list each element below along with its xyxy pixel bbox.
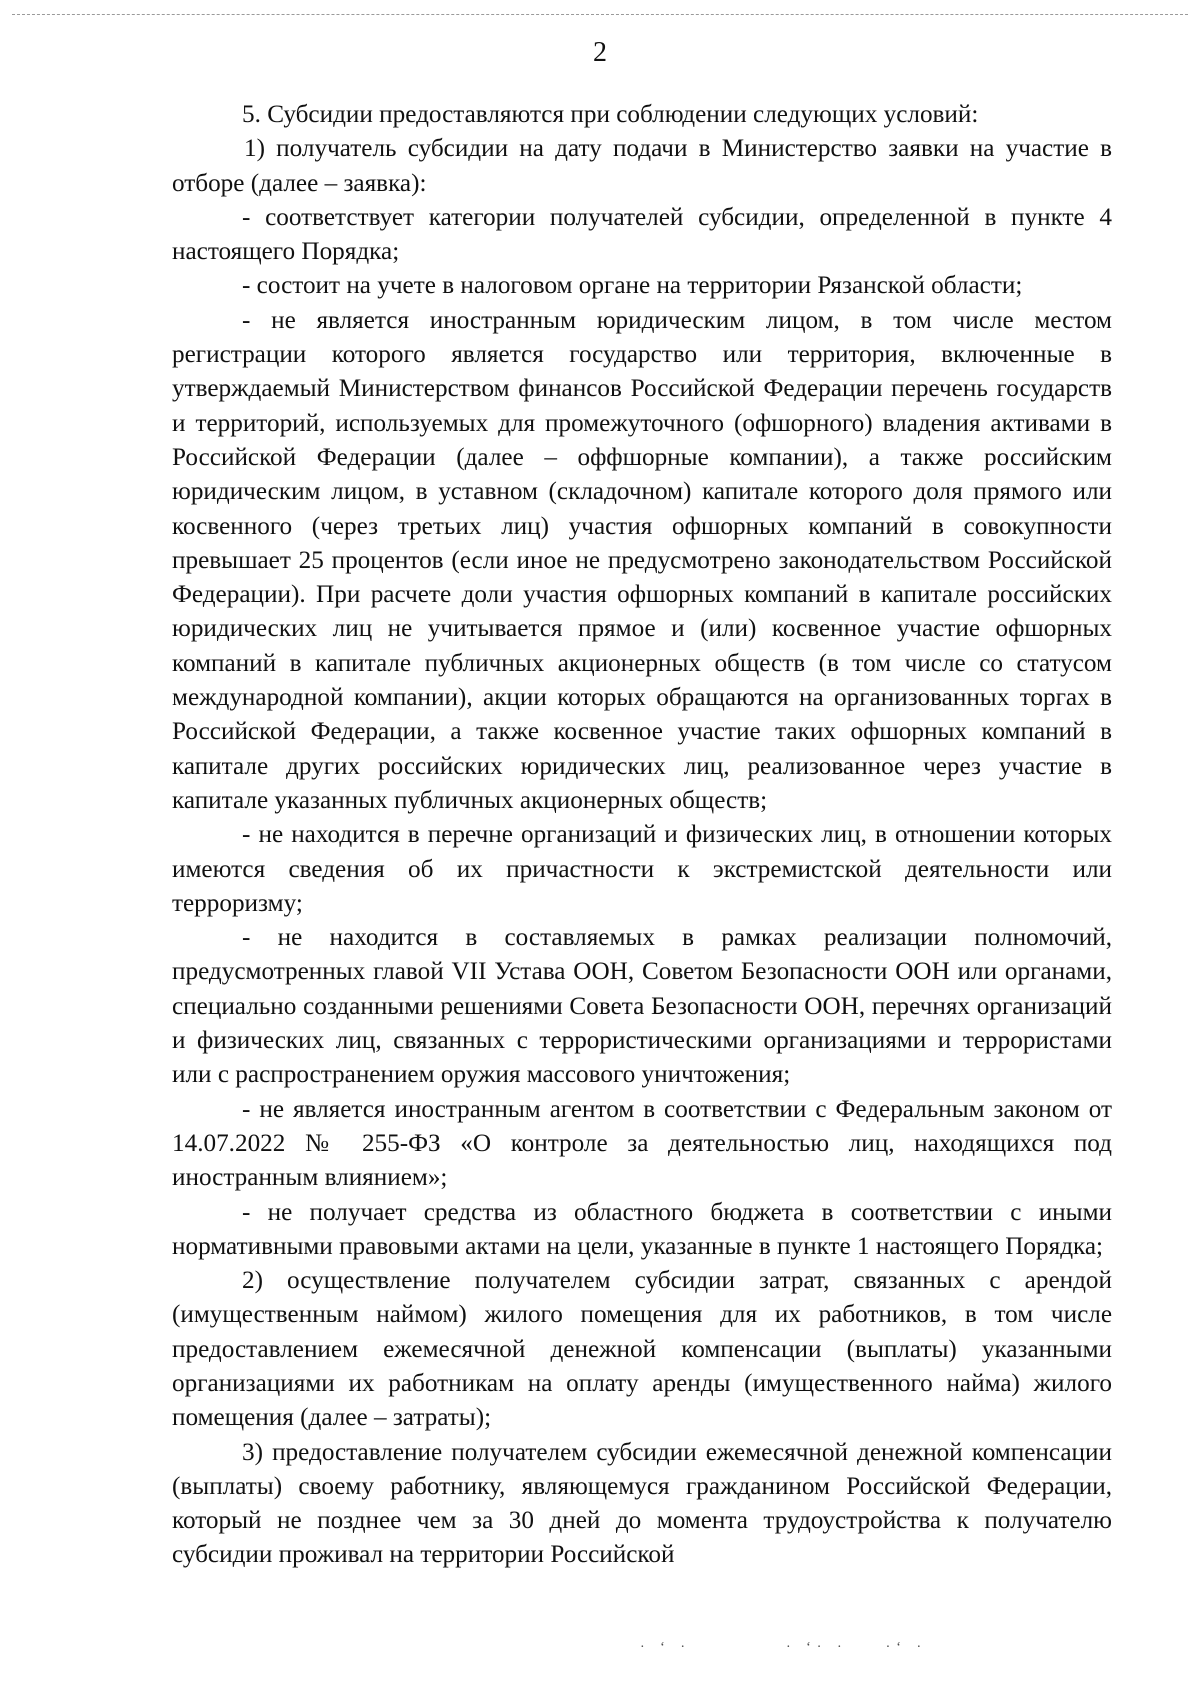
paragraph-no-other-budget-funds: - не получает средства из областного бюджета в соответствии с иными нормативными правовыми актами на цели, указанные в пункте 1 настоящего Порядка; (172, 1198, 1112, 1260)
paragraph-offshore-restriction: - не является иностранным юридическим лицом, в том числе местом регистрации которого является государство или территория, включенные в утверждаемый Министерством финансов Российской Федерации перечень государств и территорий, используемых для промежуточного (офшорного) владения активами в Российской Федерации (далее – оффшорные компании), а также российским юридическим лицом, в уставном (складочном) капитале которого доля прямого или косвенного (через третьих лиц) участия офшорных компаний в совокупности превышает 25 процентов (если иное не предусмотрено законодательством Российской Федерации). При расчете доли участия офшорных компаний в капитале российских юридических лиц не учитывается прямое и (или) косвенное участие офшорных компаний в капитале публичных акционерных обществ (в том числе со статусом международной компании), акции которых обращаются на организованных торгах в Российской Федерации, а также косвенное участие таких офшорных компаний в капитале других российских юридических лиц, реализованное через участие в капитале указанных публичных акционерных обществ; (172, 306, 1112, 814)
paragraph-un-sanctions-list: - не находится в составляемых в рамках реализации полномочий, предусмотренных главой VII Устава ООН, Советом Безопасности ООН или органами, специально созданными решениями Совета Безопасности ООН, перечнях организаций и физических лиц, связанных с террористическими организациями и террористами или с распространением оружия массового уничтожения; (172, 924, 1112, 1089)
paragraph-extremism-list: - не находится в перечне организаций и физических лиц, в отношении которых имеются сведения об их причастности к экстремистской деятельности или терроризму; (172, 821, 1112, 917)
paragraph-tax-registration: - состоит на учете в налоговом органе на территории Рязанской области; (242, 272, 1023, 300)
paragraph-section-5: 5. Субсидии предоставляются при соблюдении следующих условий: (242, 101, 979, 128)
paragraph-foreign-agent: - не является иностранным агентом в соответствии с Федеральным законом от 14.07.2022 № 255-ФЗ «О контроле за деятельностью лиц, находящихся под иностранным влиянием»; (172, 1095, 1112, 1192)
paragraph-condition-1: 1) получатель субсидии на дату подачи в Министерство заявки на участие в отборе (далее – заявка): (172, 135, 1112, 197)
paragraph-condition-2: 2) осуществление получателем субсидии затрат, связанных с арендой (имущественным наймом) жилого помещения для их работников, в том числе предоставлением ежемесячной денежной компенсации (выплаты) указанными организациями их работникам на оплату аренды (имущественного найма) жилого помещения (далее – затраты); (172, 1267, 1112, 1432)
paragraph-condition-3: 3) предоставление получателем субсидии ежемесячной денежной компенсации (выплаты) своему работнику, являющемуся гражданином Российской Федерации, который не позднее чем за 30 дней до момента трудоустройства к получателю субсидии проживал на территории Российской (172, 1438, 1112, 1569)
document-body (172, 98, 1112, 1573)
page-top-edge-rule (12, 14, 1188, 15)
page-number: 2 (593, 37, 607, 68)
paragraph-category-requirement: - соответствует категории получателей субсидии, определенной в пункте 4 настоящего Порядка; (172, 203, 1112, 266)
scan-artifact-dots: · ‘ · · ‘· · ·‘ · (640, 1640, 928, 1655)
